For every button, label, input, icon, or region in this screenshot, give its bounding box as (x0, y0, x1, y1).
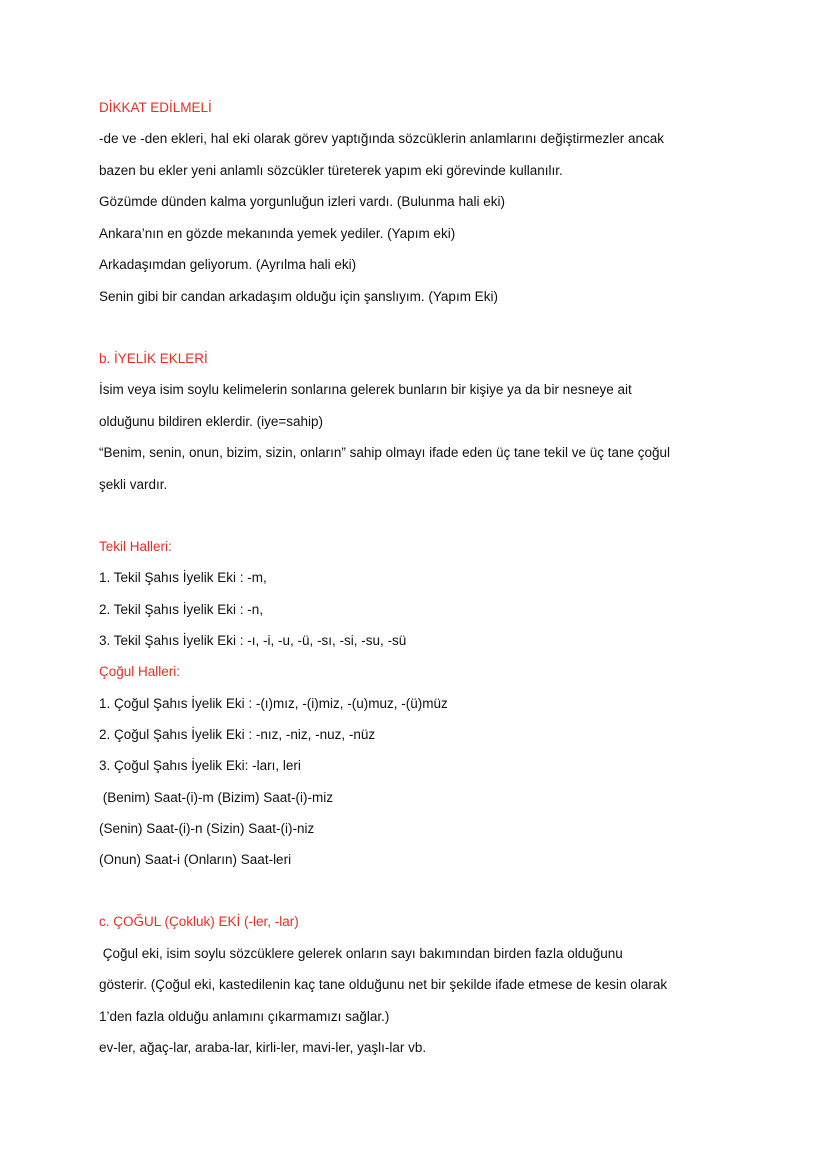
example-line: (Onun) Saat-i (Onların) Saat-leri (99, 852, 292, 867)
list-item: 1. Çoğul Şahıs İyelik Eki : -(ı)mız, -(i)miz, -(u)muz, -(ü)müz (99, 696, 448, 711)
example-line: Gözümde dünden kalma yorgunluğun izleri vardı. (Bulunma hali eki) (99, 194, 505, 209)
paragraph-line: -de ve -den ekleri, hal eki olarak görev yaptığında sözcüklerin anlamlarını değiştirmezler ancak (99, 131, 665, 146)
paragraph-line: şekli vardır. (99, 477, 168, 492)
example-line: Arkadaşımdan geliyorum. (Ayrılma hali eki) (99, 257, 357, 272)
list-item: 3. Tekil Şahıs İyelik Eki : -ı, -i, -u, -ü, -sı, -si, -su, -sü (99, 633, 407, 648)
paragraph-line: “Benim, senin, onun, bizim, sizin, onların” sahip olmayı ifade eden üç tane tekil ve üç tane çoğul (99, 445, 671, 460)
list-item: 1. Tekil Şahıs İyelik Eki : -m, (99, 570, 267, 585)
heading-cogul-eki: c. ÇOĞUL (Çokluk) EKİ (-ler, -lar) (99, 914, 299, 929)
heading-cogul-halleri: Çoğul Halleri: (99, 664, 181, 679)
list-item: 2. Çoğul Şahıs İyelik Eki : -nız, -niz, -nuz, -nüz (99, 727, 376, 742)
paragraph-line: bazen bu ekler yeni anlamlı sözcükler türeterek yapım eki görevinde kullanılır. (99, 163, 563, 178)
heading-dikkat: DİKKAT EDİLMELİ (99, 100, 212, 115)
list-item: 3. Çoğul Şahıs İyelik Eki: -ları, leri (99, 758, 301, 773)
paragraph-line: olduğunu bildiren eklerdir. (iye=sahip) (99, 414, 324, 429)
paragraph-line: 1’den fazla olduğu anlamını çıkarmamızı sağlar.) (99, 1009, 390, 1024)
example-line: ev-ler, ağaç-lar, araba-lar, kirli-ler, mavi-ler, yaşlı-lar vb. (99, 1040, 427, 1055)
paragraph-line: Çoğul eki, isim soylu sözcüklere gelerek onların sayı bakımından birden fazla olduğunu (99, 946, 623, 961)
heading-iyelik-ekleri: b. İYELİK EKLERİ (99, 351, 208, 366)
example-line: Senin gibi bir candan arkadaşım olduğu için şanslıyım. (Yapım Eki) (99, 289, 498, 304)
heading-tekil-halleri: Tekil Halleri: (99, 539, 172, 554)
example-line: (Benim) Saat-(i)-m (Bizim) Saat-(i)-miz (99, 790, 333, 805)
list-item: 2. Tekil Şahıs İyelik Eki : -n, (99, 602, 264, 617)
example-line: (Senin) Saat-(i)-n (Sizin) Saat-(i)-niz (99, 821, 315, 836)
paragraph-line: İsim veya isim soylu kelimelerin sonlarına gelerek bunların bir kişiye ya da bir nesneye ait (99, 382, 632, 397)
paragraph-line: gösterir. (Çoğul eki, kastedilenin kaç tane olduğunu net bir şekilde ifade etmese de kesin olarak (99, 977, 668, 992)
example-line: Ankara’nın en gözde mekanında yemek yediler. (Yapım eki) (99, 226, 456, 241)
